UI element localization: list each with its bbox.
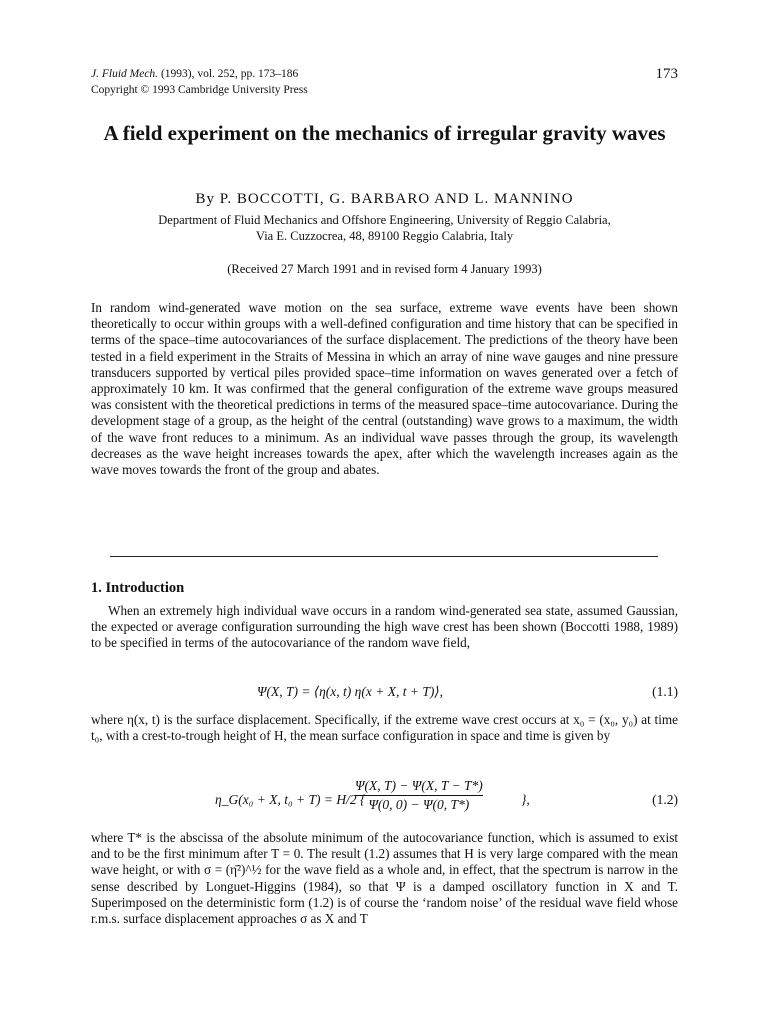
equation-1-2-close: },	[521, 792, 530, 807]
journal-citation	[91, 66, 678, 82]
equation-1-2-denominator: Ψ(0, 0) − Ψ(0, T*)	[368, 797, 470, 812]
equation-1-2	[91, 778, 678, 822]
intro-paragraph-2: where η(x, t) is the surface displacement. Specifically, if the extreme wave crest occurs at x₀ = (x₀, y₀) at time t₀, with a crest-to-trough height of H, the mean surface configuration in space and time is given by	[91, 712, 678, 744]
equation-1-1-number: (1.1)	[652, 684, 678, 699]
equation-1-2-numerator: Ψ(X, T) − Ψ(X, T − T*)	[355, 778, 483, 793]
article-title: A field experiment on the mechanics of irregular gravity waves	[103, 121, 666, 145]
intro-paragraph-3: where T* is the abscissa of the absolute minimum of the autocovariance function, which is assumed to exist and to be the first minimum after T = 0. The result (1.2) assumes that H is very large compared with the mean wave height, or with σ = (η̄²)^½ for the wave field as a whole and, in effect, that the spectrum is narrow in the sense described by Longuet-Higgins (1984), so that Ψ is a damped oscillatory function in X and T. Superimposed on the deterministic form (1.2) is of course the ‘random noise’ of the residual wave field whose r.m.s. surface displacement approaches σ as X and T	[91, 830, 678, 927]
page-number: 173	[655, 66, 678, 82]
affiliation-line-2: Via E. Cuzzocrea, 48, 89100 Reggio Calabria, Italy	[255, 229, 514, 243]
section-heading: 1. Introduction	[91, 580, 185, 596]
abstract: In random wind-generated wave motion on the sea surface, extreme wave events have been shown theoretically to occur within groups with a well-defined configuration and time history that can be specified in terms of the space–time autocovariances of the surface displacement. The predictions of the theory have been tested in a field experiment in the Straits of Messina in which an array of nine wave gauges and nine pressure transducers supported by vertical piles provided space–time information on waves generated over a fetch of approximately 10 km. It was confirmed that the general configuration of the extreme wave groups measured was consistent with the theoretical predictions in terms of the measured space–time autocovariance. During the development stage of a group, as the height of the central (outstanding) wave grows to a maximum, the width of the wave front reduces to a minimum. As an individual wave passes through the group, its wavelength decreases as the wave height increases towards the apex, after which the wavelength increases again as the wave moves towards the front of the group and abates.	[91, 300, 678, 478]
affiliation-line-1: Department of Fluid Mechanics and Offshore Engineering, University of Reggio Calabria,	[158, 213, 611, 227]
equation-1-2-lhs: η_G(x₀ + X, t₀ + T) = H/2 {	[215, 792, 366, 807]
intro-paragraph-1-text: When an extremely high individual wave occurs in a random wind-generated sea state, assumed Gaussian, the expected or average configuration surrounding the high wave crest has been shown (Boccotti 1988, 1989) to be specified in terms of the autocovariance of the random wave field,	[91, 603, 678, 651]
copyright-line: Copyright © 1993 Cambridge University Press	[91, 84, 308, 96]
author-line: By P. BOCCOTTI, G. BARBARO AND L. MANNINO	[195, 191, 574, 207]
equation-1-2-fraction	[355, 778, 483, 813]
equation-1-1-body: Ψ(X, T) = ⟨η(x, t) η(x + X, t + T)⟩,	[257, 684, 443, 699]
equation-1-2-number: (1.2)	[652, 792, 678, 807]
section-divider	[110, 556, 658, 557]
citation-details: (1993), vol. 252, pp. 173–186	[160, 68, 299, 80]
received-dates: (Received 27 March 1991 and in revised form 4 January 1993)	[227, 262, 542, 276]
fraction-bar	[355, 795, 483, 796]
intro-paragraph-1	[91, 603, 678, 652]
affiliation	[91, 212, 678, 244]
journal-name: J. Fluid Mech.	[91, 68, 159, 80]
page-header	[91, 66, 678, 98]
